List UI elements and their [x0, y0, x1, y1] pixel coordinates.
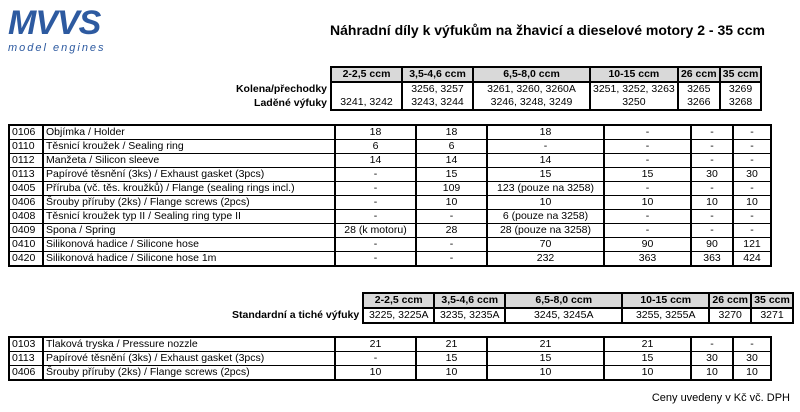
part-price: 6 (pouze na 3258): [487, 210, 604, 224]
part-price: -: [604, 224, 691, 238]
part-price: -: [335, 182, 416, 196]
part-price: -: [691, 140, 733, 154]
size-header: 35 ccm: [751, 293, 793, 308]
part-price: -: [691, 154, 733, 168]
part-price: 21: [604, 337, 691, 352]
part-price: -: [691, 224, 733, 238]
part-price: 28 (pouze na 3258): [487, 224, 604, 238]
part-price: 14: [487, 154, 604, 168]
part-row: [9, 154, 771, 168]
part-price: -: [487, 140, 604, 154]
size-header: 2-2,5 ccm: [331, 67, 402, 82]
part-price: -: [335, 210, 416, 224]
part-price: -: [335, 238, 416, 252]
part-price: 363: [604, 252, 691, 267]
part-price: 30: [691, 352, 733, 366]
part-price: 14: [416, 154, 487, 168]
part-code: 0112: [9, 154, 43, 168]
part-price: -: [335, 168, 416, 182]
part-price: -: [416, 238, 487, 252]
series-label: Laděné výfuky: [254, 96, 327, 109]
part-row: [9, 210, 771, 224]
part-code: 0113: [9, 352, 43, 366]
part-price: 10: [691, 366, 733, 381]
part-price: -: [691, 210, 733, 224]
mvvs-logo: [8, 6, 143, 56]
part-row: [9, 196, 771, 210]
part-price: 18: [335, 125, 416, 140]
part-row: [9, 168, 771, 182]
part-price: -: [604, 182, 691, 196]
part-price: -: [604, 154, 691, 168]
part-price: 10: [691, 196, 733, 210]
part-price: -: [691, 182, 733, 196]
part-code: 0408: [9, 210, 43, 224]
part-price: 28 (k motoru): [335, 224, 416, 238]
part-price: 10: [604, 366, 691, 381]
series-cell: 3251, 3252, 3263: [590, 82, 678, 96]
part-row: [9, 366, 771, 381]
part-price: 109: [416, 182, 487, 196]
part-price: -: [733, 337, 771, 352]
part-row: [9, 352, 771, 366]
series-cell: [331, 82, 402, 96]
series-cell: 3235, 3235A: [434, 308, 505, 323]
part-price: 18: [416, 125, 487, 140]
series-cell: 3245, 3245A: [505, 308, 622, 323]
part-code: 0410: [9, 238, 43, 252]
part-row: [9, 238, 771, 252]
part-price: -: [733, 182, 771, 196]
part-price: -: [733, 224, 771, 238]
part-name: Papírové těsnění (3ks) / Exhaust gasket (3pcs): [43, 352, 335, 366]
part-price: 10: [733, 196, 771, 210]
part-price: -: [733, 125, 771, 140]
part-row: [9, 224, 771, 238]
parts-table-2: [8, 336, 772, 381]
series-cell: 3241, 3242: [331, 96, 402, 110]
logo-subtitle: model engines: [8, 42, 106, 54]
part-code: 0113: [9, 168, 43, 182]
series-cell: 3268: [720, 96, 762, 110]
part-price: 21: [487, 337, 604, 352]
part-price: 28: [416, 224, 487, 238]
part-name: Šrouby příruby (2ks) / Flange screws (2pcs): [43, 196, 335, 210]
part-price: 90: [691, 238, 733, 252]
part-price: -: [733, 154, 771, 168]
part-price: -: [335, 352, 416, 366]
part-price: 10: [487, 366, 604, 381]
series-cell: 3271: [751, 308, 793, 323]
part-price: -: [733, 210, 771, 224]
part-price: -: [733, 140, 771, 154]
part-price: 10: [335, 366, 416, 381]
part-price: -: [604, 125, 691, 140]
part-name: Spona / Spring: [43, 224, 335, 238]
series-table-1: [230, 66, 762, 111]
part-row: [9, 252, 771, 267]
size-header: 3,5-4,6 ccm: [402, 67, 473, 82]
part-code: 0406: [9, 366, 43, 381]
part-price: -: [604, 140, 691, 154]
part-price: -: [335, 252, 416, 267]
part-name: Příruba (vč. těs. kroužků) / Flange (sealing rings incl.): [43, 182, 335, 196]
part-price: 70: [487, 238, 604, 252]
part-row: [9, 337, 771, 352]
size-header: 6,5-8,0 ccm: [473, 67, 590, 82]
series-label: Standardní a tiché výfuky: [232, 309, 360, 321]
part-price: 15: [487, 168, 604, 182]
size-header-row: [230, 293, 793, 308]
part-price: 10: [487, 196, 604, 210]
part-price: 14: [335, 154, 416, 168]
part-price: -: [416, 252, 487, 267]
part-price: 6: [335, 140, 416, 154]
price-note: Ceny uvedeny v Kč vč. DPH: [651, 392, 790, 404]
size-header: 3,5-4,6 ccm: [434, 293, 505, 308]
series-row: [230, 82, 761, 96]
part-name: Manžeta / Silicon sleeve: [43, 154, 335, 168]
part-price: -: [416, 210, 487, 224]
part-price: 15: [416, 352, 487, 366]
part-price: 18: [487, 125, 604, 140]
part-code: 0103: [9, 337, 43, 352]
part-price: 15: [416, 168, 487, 182]
part-price: 10: [604, 196, 691, 210]
part-code: 0110: [9, 140, 43, 154]
part-code: 0405: [9, 182, 43, 196]
part-row: [9, 140, 771, 154]
series-table-2: [230, 292, 794, 324]
part-name: Silikonová hadice / Silicone hose 1m: [43, 252, 335, 267]
part-price: 21: [335, 337, 416, 352]
part-price: -: [604, 210, 691, 224]
part-code: 0106: [9, 125, 43, 140]
part-price: 30: [691, 168, 733, 182]
part-name: Těsnicí kroužek / Sealing ring: [43, 140, 335, 154]
series-row: [230, 308, 793, 323]
part-price: 363: [691, 252, 733, 267]
part-name: Šrouby příruby (2ks) / Flange screws (2pcs): [43, 366, 335, 381]
part-row: [9, 125, 771, 140]
size-header: 26 ccm: [709, 293, 751, 308]
part-name: Silikonová hadice / Silicone hose: [43, 238, 335, 252]
part-price: 15: [604, 352, 691, 366]
size-header: 10-15 ccm: [622, 293, 709, 308]
part-price: 30: [733, 168, 771, 182]
part-price: 10: [416, 196, 487, 210]
part-price: -: [335, 196, 416, 210]
part-name: Těsnicí kroužek typ II / Sealing ring type II: [43, 210, 335, 224]
part-price: 424: [733, 252, 771, 267]
size-header: 6,5-8,0 ccm: [505, 293, 622, 308]
part-code: 0409: [9, 224, 43, 238]
size-header-row: [230, 67, 761, 82]
part-price: -: [691, 337, 733, 352]
size-header: 10-15 ccm: [590, 67, 678, 82]
part-price: 15: [604, 168, 691, 182]
part-code: 0406: [9, 196, 43, 210]
series-cell: 3256, 3257: [402, 82, 473, 96]
part-price: -: [691, 125, 733, 140]
part-price: 6: [416, 140, 487, 154]
parts-table-1: [8, 124, 772, 267]
part-name: Tlaková tryska / Pressure nozzle: [43, 337, 335, 352]
part-price: 10: [416, 366, 487, 381]
size-header: 2-2,5 ccm: [363, 293, 434, 308]
part-row: [9, 182, 771, 196]
size-header: 26 ccm: [678, 67, 720, 82]
series-cell: 3246, 3248, 3249: [473, 96, 590, 110]
page-title: Náhradní díly k výfukům na žhavicí a dieselové motory 2 - 35 ccm: [330, 22, 765, 38]
part-code: 0420: [9, 252, 43, 267]
part-price: 232: [487, 252, 604, 267]
size-header: 35 ccm: [720, 67, 762, 82]
series-cell: 3261, 3260, 3260A: [473, 82, 590, 96]
series-cell: 3255, 3255A: [622, 308, 709, 323]
series-cell: 3250: [590, 96, 678, 110]
part-price: 10: [733, 366, 771, 381]
part-name: Papírové těsnění (3ks) / Exhaust gasket (3pcs): [43, 168, 335, 182]
part-name: Objímka / Holder: [43, 125, 335, 140]
series-cell: 3270: [709, 308, 751, 323]
series-cell: 3266: [678, 96, 720, 110]
series-row: [230, 96, 761, 110]
logo-mark: MVVS: [8, 4, 101, 42]
part-price: 21: [416, 337, 487, 352]
part-price: 15: [487, 352, 604, 366]
series-cell: 3269: [720, 82, 762, 96]
series-cell: 3225, 3225A: [363, 308, 434, 323]
series-cell: 3265: [678, 82, 720, 96]
part-price: 123 (pouze na 3258): [487, 182, 604, 196]
series-label: Kolena/přechodky: [235, 82, 327, 95]
part-price: 121: [733, 238, 771, 252]
part-price: 90: [604, 238, 691, 252]
series-cell: 3243, 3244: [402, 96, 473, 110]
part-price: 30: [733, 352, 771, 366]
